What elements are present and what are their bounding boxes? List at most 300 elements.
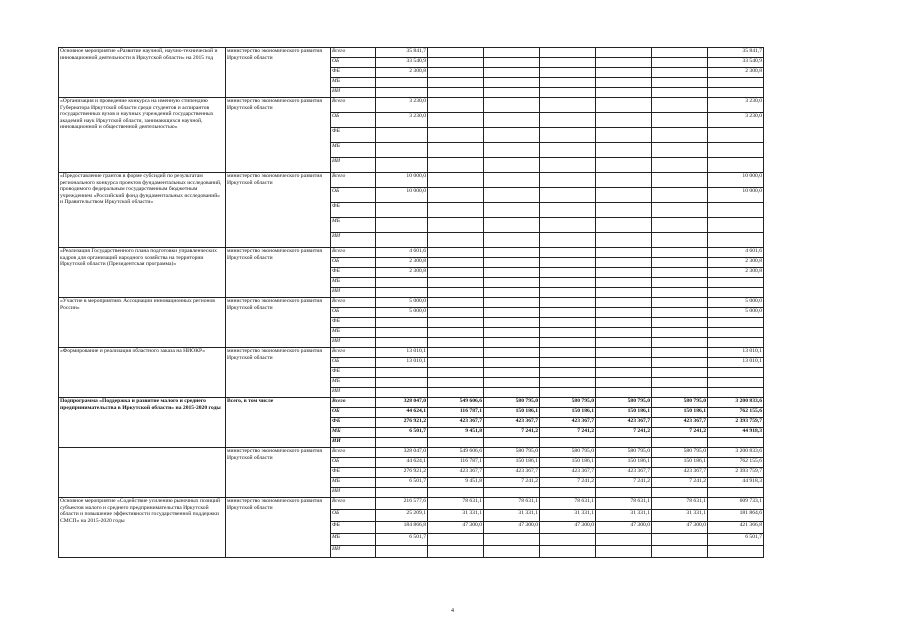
year-value-cell — [376, 143, 428, 158]
funding-source: МБ — [331, 428, 376, 438]
year-value-cell — [652, 338, 708, 348]
year-value-cell — [428, 534, 484, 546]
total-cell — [708, 338, 764, 348]
total-cell — [708, 158, 764, 173]
year-value-cell — [428, 233, 484, 248]
year-value-cell — [596, 488, 652, 498]
year-value-cell — [596, 438, 652, 448]
year-value-cell — [540, 158, 596, 173]
year-value-cell — [540, 368, 596, 378]
year-value-cell: 549 606,6 — [428, 398, 484, 408]
year-value-cell — [652, 298, 708, 308]
funding-source: Всего — [331, 48, 376, 58]
year-value-cell: 116 787,1 — [428, 408, 484, 418]
table-row — [59, 248, 827, 258]
year-value-cell: 7 241,2 — [484, 478, 540, 488]
year-value-cell — [652, 58, 708, 68]
year-value-cell — [540, 113, 596, 128]
year-value-cell — [596, 78, 652, 88]
funding-source: ФБ — [331, 318, 376, 328]
year-value-cell: 31 331,1 — [596, 510, 652, 522]
total-cell: 3 200 833,6 — [708, 398, 764, 408]
total-cell: 6 501,7 — [708, 534, 764, 546]
total-cell: 44 918,3 — [708, 478, 764, 488]
year-value-cell — [652, 288, 708, 298]
year-value-cell — [484, 388, 540, 398]
year-value-cell: 423 367,7 — [428, 468, 484, 478]
year-value-cell — [376, 388, 428, 398]
year-value-cell — [652, 546, 708, 558]
year-value-cell — [596, 88, 652, 98]
total-cell: 13 010,1 — [708, 358, 764, 368]
year-value-cell: 47 300,0 — [540, 522, 596, 534]
total-cell — [708, 143, 764, 158]
funding-source: Всего — [331, 348, 376, 358]
total-cell: 4 601,6 — [708, 248, 764, 258]
year-value-cell — [484, 173, 540, 188]
total-cell: 3 230,0 — [708, 98, 764, 113]
year-value-cell — [652, 348, 708, 358]
year-value-cell: 549 606,6 — [428, 448, 484, 458]
year-value-cell: 423 367,7 — [428, 418, 484, 428]
total-cell: 5 000,0 — [708, 308, 764, 318]
year-value-cell — [428, 258, 484, 268]
year-value-cell — [428, 308, 484, 318]
year-value-cell — [540, 308, 596, 318]
table-row — [59, 173, 827, 188]
year-value-cell — [652, 203, 708, 218]
year-value-cell — [652, 78, 708, 88]
year-value-cell — [652, 158, 708, 173]
year-value-cell: 328 047,0 — [376, 398, 428, 408]
funding-source: ОБ — [331, 258, 376, 268]
year-value-cell: 580 795,0 — [484, 448, 540, 458]
year-value-cell: 116 787,1 — [428, 458, 484, 468]
year-value-cell — [540, 248, 596, 258]
year-value-cell — [540, 378, 596, 388]
year-value-cell: 580 795,0 — [484, 398, 540, 408]
year-value-cell — [428, 48, 484, 58]
funding-source: МБ — [331, 328, 376, 338]
funding-source: ОБ — [331, 458, 376, 468]
year-value-cell — [428, 318, 484, 328]
year-value-cell — [652, 378, 708, 388]
year-value-cell: 47 300,0 — [484, 522, 540, 534]
year-value-cell — [652, 358, 708, 368]
year-value-cell — [596, 534, 652, 546]
total-cell: 762 155,6 — [708, 458, 764, 468]
total-cell: 2 300,8 — [708, 258, 764, 268]
total-cell — [708, 378, 764, 388]
activity-description: «Реализация Государственного плана подготовки управленческих кадров для организаций народного хозяйства на территории Иркутской области (Президентская программа)» — [59, 248, 226, 298]
year-value-cell — [540, 438, 596, 448]
year-value-cell — [484, 248, 540, 258]
year-value-cell — [540, 278, 596, 288]
year-value-cell: 2 300,8 — [376, 268, 428, 278]
year-value-cell — [540, 98, 596, 113]
total-cell: 609 733,1 — [708, 498, 764, 510]
year-value-cell: 7 241,2 — [596, 428, 652, 438]
funding-source: Всего — [331, 248, 376, 258]
responsible-executor: министерство экономического развития Иркутской области — [226, 173, 331, 248]
year-value-cell — [484, 78, 540, 88]
total-cell — [708, 128, 764, 143]
year-value-cell — [540, 188, 596, 203]
year-value-cell — [596, 268, 652, 278]
year-value-cell: 9 451,8 — [428, 428, 484, 438]
year-value-cell — [540, 68, 596, 78]
year-value-cell: 7 241,2 — [596, 478, 652, 488]
year-value-cell — [652, 218, 708, 233]
year-value-cell — [484, 546, 540, 558]
total-cell — [708, 388, 764, 398]
year-value-cell: 150 186,1 — [652, 458, 708, 468]
year-value-cell — [376, 78, 428, 88]
funding-source: Всего — [331, 498, 376, 510]
year-value-cell — [540, 78, 596, 88]
year-value-cell — [484, 88, 540, 98]
total-cell — [708, 203, 764, 218]
year-value-cell — [428, 218, 484, 233]
funding-source: Всего — [331, 98, 376, 113]
year-value-cell: 44 624,1 — [376, 458, 428, 468]
year-value-cell: 423 367,7 — [652, 418, 708, 428]
year-value-cell: 25 209,1 — [376, 510, 428, 522]
year-value-cell — [652, 318, 708, 328]
year-value-cell — [484, 348, 540, 358]
year-value-cell — [652, 88, 708, 98]
year-value-cell: 423 367,7 — [596, 418, 652, 428]
year-value-cell — [540, 328, 596, 338]
table-row — [59, 448, 827, 458]
year-value-cell: 276 921,2 — [376, 418, 428, 428]
year-value-cell: 328 047,0 — [376, 448, 428, 458]
year-value-cell — [652, 128, 708, 143]
year-value-cell — [428, 143, 484, 158]
year-value-cell — [540, 338, 596, 348]
year-value-cell — [596, 308, 652, 318]
funding-source: ИИ — [331, 338, 376, 348]
year-value-cell: 78 631,1 — [596, 498, 652, 510]
year-value-cell: 7 241,2 — [652, 428, 708, 438]
year-value-cell — [428, 348, 484, 358]
year-value-cell — [540, 143, 596, 158]
year-value-cell — [376, 128, 428, 143]
year-value-cell: 7 241,2 — [652, 478, 708, 488]
year-value-cell — [596, 278, 652, 288]
year-value-cell — [376, 288, 428, 298]
total-cell — [708, 233, 764, 248]
year-value-cell: 31 331,1 — [540, 510, 596, 522]
year-value-cell: 580 795,0 — [652, 448, 708, 458]
funding-source: МБ — [331, 143, 376, 158]
funding-source: ОБ — [331, 308, 376, 318]
year-value-cell — [428, 78, 484, 88]
year-value-cell — [652, 248, 708, 258]
year-value-cell: 150 186,1 — [484, 458, 540, 468]
responsible-executor: министерство экономического развития Иркутской области — [226, 348, 331, 398]
year-value-cell — [596, 298, 652, 308]
year-value-cell — [596, 378, 652, 388]
responsible-executor: Всего, в том числе — [226, 398, 331, 448]
funding-source: ФБ — [331, 203, 376, 218]
year-value-cell — [652, 534, 708, 546]
year-value-cell: 5 000,0 — [376, 308, 428, 318]
total-cell: 2 300,8 — [708, 268, 764, 278]
year-value-cell — [540, 288, 596, 298]
year-value-cell — [428, 328, 484, 338]
year-value-cell — [540, 233, 596, 248]
total-cell: 421 366,8 — [708, 522, 764, 534]
year-value-cell — [540, 48, 596, 58]
year-value-cell — [484, 328, 540, 338]
year-value-cell: 150 186,1 — [652, 408, 708, 418]
funding-source: ОБ — [331, 358, 376, 368]
year-value-cell — [596, 338, 652, 348]
activity-description: Подпрограмма «Поддержка и развитие малого и среднего предпринимательства в Иркутской области» на 2015-2020 годы — [59, 398, 226, 448]
year-value-cell — [540, 318, 596, 328]
year-value-cell — [484, 58, 540, 68]
year-value-cell — [484, 298, 540, 308]
year-value-cell: 150 186,1 — [484, 408, 540, 418]
year-value-cell — [540, 348, 596, 358]
funding-source: МБ — [331, 218, 376, 233]
total-cell: 3 200 833,6 — [708, 448, 764, 458]
year-value-cell: 10 000,0 — [376, 188, 428, 203]
year-value-cell — [484, 68, 540, 78]
year-value-cell: 78 631,1 — [540, 498, 596, 510]
table-row — [59, 348, 827, 358]
year-value-cell: 3 230,0 — [376, 98, 428, 113]
year-value-cell — [428, 388, 484, 398]
year-value-cell: 78 631,1 — [484, 498, 540, 510]
funding-source: ОБ — [331, 408, 376, 418]
responsible-executor: министерство экономического развития Иркутской области — [226, 498, 331, 558]
year-value-cell — [428, 546, 484, 558]
year-value-cell — [540, 128, 596, 143]
year-value-cell — [596, 98, 652, 113]
year-value-cell: 7 241,2 — [540, 478, 596, 488]
table-row — [59, 298, 827, 308]
funding-source: ФБ — [331, 68, 376, 78]
funding-source: МБ — [331, 534, 376, 546]
year-value-cell: 5 000,0 — [376, 298, 428, 308]
funding-source: МБ — [331, 478, 376, 488]
activity-description: Основное мероприятие «Развитие научной, научно-технической и инновационной деятельности в Иркутской области» на 2015 год — [59, 48, 226, 98]
year-value-cell: 423 367,7 — [484, 418, 540, 428]
funding-source: ОБ — [331, 188, 376, 203]
year-value-cell: 47 300,0 — [652, 522, 708, 534]
year-value-cell — [484, 534, 540, 546]
year-value-cell — [376, 88, 428, 98]
year-value-cell — [484, 203, 540, 218]
year-value-cell — [428, 438, 484, 448]
year-value-cell — [652, 268, 708, 278]
year-value-cell — [484, 268, 540, 278]
total-cell — [708, 488, 764, 498]
funding-source: Всего — [331, 298, 376, 308]
year-value-cell: 31 331,1 — [428, 510, 484, 522]
page-number: 4 — [451, 608, 454, 614]
year-value-cell — [484, 438, 540, 448]
year-value-cell: 580 795,0 — [540, 398, 596, 408]
funding-source: ФБ — [331, 128, 376, 143]
year-value-cell — [540, 298, 596, 308]
year-value-cell — [540, 488, 596, 498]
year-value-cell — [652, 328, 708, 338]
funding-source: ИИ — [331, 288, 376, 298]
year-value-cell — [428, 338, 484, 348]
activity-description: «Участие в мероприятиях Ассоциации инновационных регионов России» — [59, 298, 226, 348]
total-cell — [708, 88, 764, 98]
year-value-cell: 13 010,1 — [376, 358, 428, 368]
year-value-cell — [540, 258, 596, 268]
total-cell: 13 010,1 — [708, 348, 764, 358]
total-cell — [708, 318, 764, 328]
year-value-cell — [596, 48, 652, 58]
table-row — [59, 48, 827, 58]
year-value-cell — [652, 233, 708, 248]
year-value-cell — [652, 308, 708, 318]
year-value-cell: 6 501,7 — [376, 428, 428, 438]
year-value-cell — [376, 218, 428, 233]
funding-source: Всего — [331, 448, 376, 458]
total-cell — [708, 278, 764, 288]
year-value-cell — [596, 546, 652, 558]
year-value-cell — [652, 488, 708, 498]
table-row — [59, 498, 827, 510]
year-value-cell — [484, 98, 540, 113]
year-value-cell — [428, 248, 484, 258]
year-value-cell — [376, 278, 428, 288]
year-value-cell — [652, 98, 708, 113]
year-value-cell: 580 795,0 — [652, 398, 708, 408]
total-cell: 10 000,0 — [708, 173, 764, 188]
funding-source: Всего — [331, 173, 376, 188]
year-value-cell — [596, 368, 652, 378]
year-value-cell — [484, 158, 540, 173]
year-value-cell — [596, 188, 652, 203]
year-value-cell — [540, 534, 596, 546]
activity-description: «Организация и проведение конкурса на именную стипендию Губернатора Иркутской области среди студентов и аспирантов государственных вузов и научных учреждений государственных академий наук Иркутской области, занимающихся научной, инновационной и общественной деятельностью» — [59, 98, 226, 173]
year-value-cell: 423 367,7 — [596, 468, 652, 478]
year-value-cell: 78 631,1 — [652, 498, 708, 510]
budget-table — [58, 47, 827, 558]
year-value-cell — [376, 438, 428, 448]
year-value-cell: 423 367,7 — [540, 468, 596, 478]
year-value-cell: 423 367,7 — [652, 468, 708, 478]
year-value-cell: 2 300,8 — [376, 68, 428, 78]
year-value-cell — [652, 173, 708, 188]
total-cell: 3 230,0 — [708, 113, 764, 128]
year-value-cell — [428, 98, 484, 113]
year-value-cell — [376, 338, 428, 348]
year-value-cell: 423 367,7 — [540, 418, 596, 428]
total-cell: 181 864,6 — [708, 510, 764, 522]
year-value-cell — [652, 438, 708, 448]
responsible-executor: министерство экономического развития Иркутской области — [226, 298, 331, 348]
year-value-cell — [484, 48, 540, 58]
year-value-cell — [428, 298, 484, 308]
year-value-cell — [376, 203, 428, 218]
year-value-cell: 4 601,6 — [376, 248, 428, 258]
year-value-cell — [596, 68, 652, 78]
year-value-cell — [652, 113, 708, 128]
total-cell: 33 540,9 — [708, 58, 764, 68]
year-value-cell — [484, 188, 540, 203]
total-cell — [708, 546, 764, 558]
table-row — [59, 398, 827, 408]
year-value-cell: 7 241,2 — [540, 428, 596, 438]
year-value-cell: 3 230,0 — [376, 113, 428, 128]
year-value-cell — [596, 58, 652, 68]
table-row — [59, 98, 827, 113]
year-value-cell — [428, 173, 484, 188]
year-value-cell — [376, 318, 428, 328]
year-value-cell — [596, 348, 652, 358]
activity-description: «Предоставление грантов в форме субсидий по результатам регионального конкурса проектов фундаментальных исследований, проводимого федеральным государственным бюджетным учреждением «Российский фонд фундаментальных исследований» и Правительством Иркутской области» — [59, 173, 226, 248]
year-value-cell — [596, 218, 652, 233]
year-value-cell — [484, 378, 540, 388]
funding-source: ИИ — [331, 438, 376, 448]
year-value-cell: 580 795,0 — [540, 448, 596, 458]
funding-source: ИИ — [331, 233, 376, 248]
year-value-cell — [484, 358, 540, 368]
funding-source: ФБ — [331, 418, 376, 428]
year-value-cell — [596, 158, 652, 173]
year-value-cell — [596, 143, 652, 158]
year-value-cell: 423 367,7 — [484, 468, 540, 478]
year-value-cell — [540, 546, 596, 558]
funding-source: Всего — [331, 398, 376, 408]
funding-source: МБ — [331, 278, 376, 288]
year-value-cell — [652, 68, 708, 78]
year-value-cell — [596, 203, 652, 218]
year-value-cell — [540, 58, 596, 68]
year-value-cell: 150 186,1 — [596, 408, 652, 418]
funding-source: ФБ — [331, 368, 376, 378]
year-value-cell — [596, 248, 652, 258]
year-value-cell — [484, 288, 540, 298]
year-value-cell — [428, 488, 484, 498]
year-value-cell — [428, 58, 484, 68]
year-value-cell — [428, 288, 484, 298]
year-value-cell — [484, 143, 540, 158]
year-value-cell: 2 300,8 — [376, 258, 428, 268]
year-value-cell — [596, 233, 652, 248]
year-value-cell — [484, 338, 540, 348]
year-value-cell — [376, 368, 428, 378]
year-value-cell: 184 866,8 — [376, 522, 428, 534]
year-value-cell: 33 540,9 — [376, 58, 428, 68]
year-value-cell — [376, 158, 428, 173]
funding-source: ИИ — [331, 158, 376, 173]
year-value-cell: 13 010,1 — [376, 348, 428, 358]
funding-source: ФБ — [331, 268, 376, 278]
year-value-cell — [540, 268, 596, 278]
year-value-cell — [484, 308, 540, 318]
funding-source: МБ — [331, 378, 376, 388]
year-value-cell — [540, 358, 596, 368]
year-value-cell — [484, 258, 540, 268]
year-value-cell — [484, 318, 540, 328]
year-value-cell: 10 000,0 — [376, 173, 428, 188]
year-value-cell — [428, 268, 484, 278]
funding-source: ФБ — [331, 468, 376, 478]
year-value-cell — [428, 88, 484, 98]
funding-source: ОБ — [331, 58, 376, 68]
year-value-cell: 150 186,1 — [540, 408, 596, 418]
